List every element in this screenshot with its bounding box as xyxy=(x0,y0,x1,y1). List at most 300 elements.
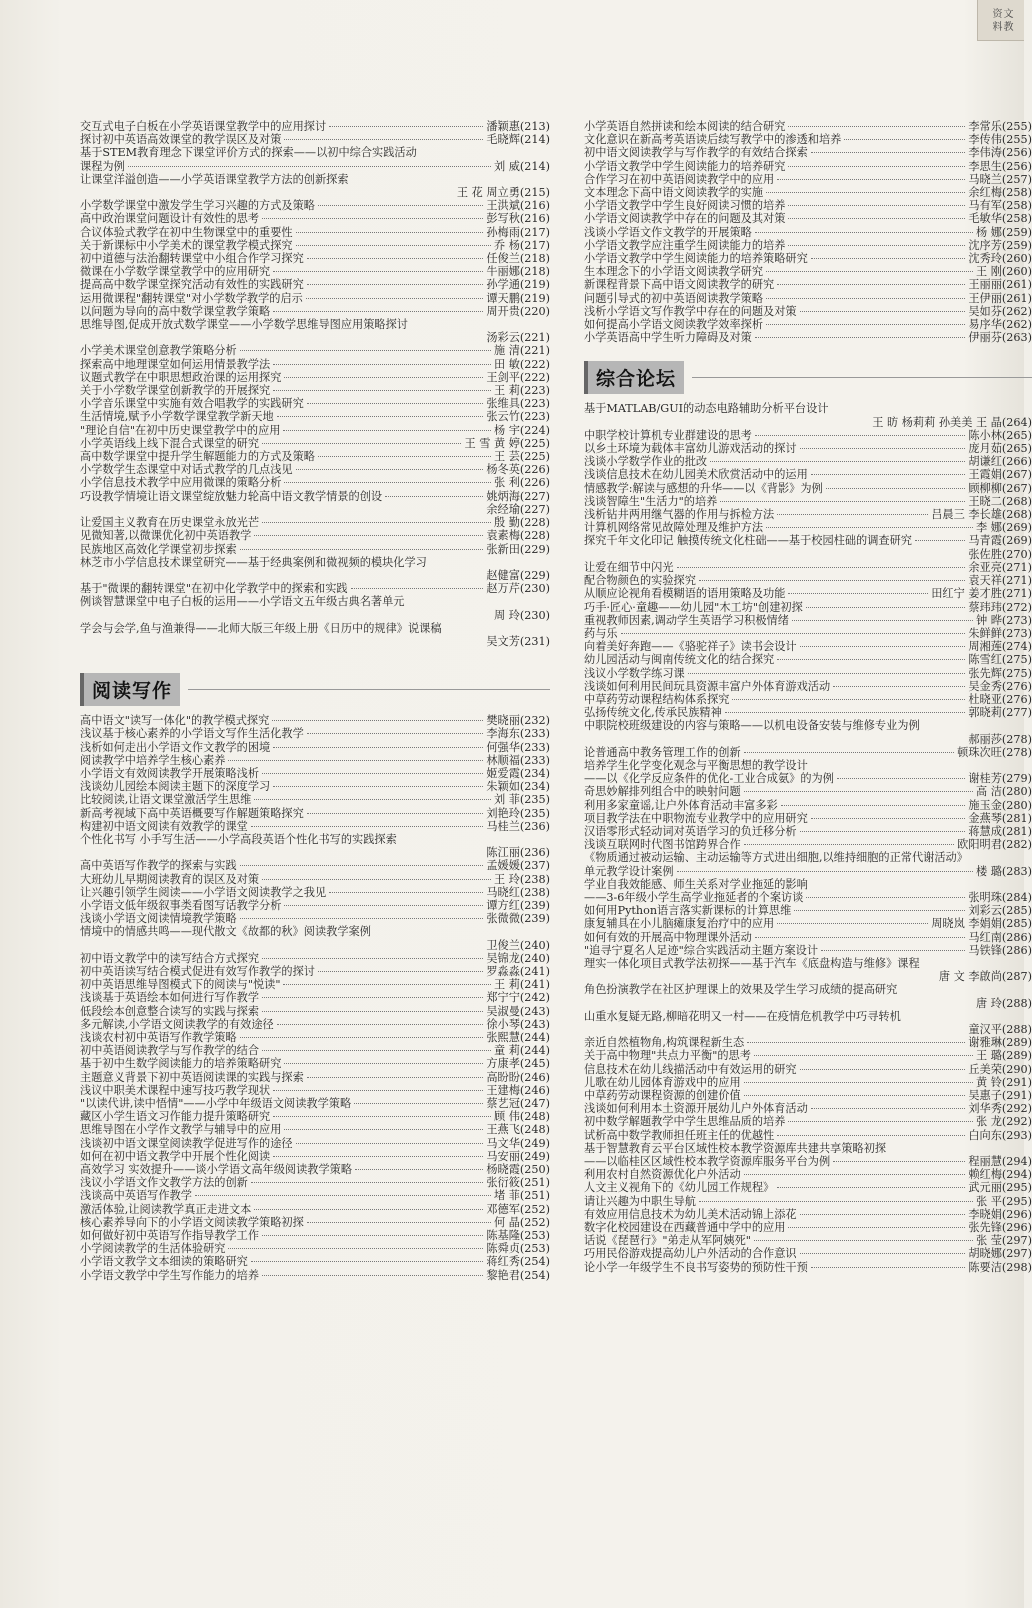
toc-entry[interactable] xyxy=(584,680,1032,693)
toc-entry[interactable] xyxy=(80,859,550,872)
toc-entry[interactable] xyxy=(584,1221,1032,1234)
toc-entry[interactable] xyxy=(80,146,550,159)
entry-title: 高效学习 实效提升——谈小学语文高年级阅读教学策略 xyxy=(80,1163,353,1177)
entry-author-page: 张 莹(297) xyxy=(975,1234,1032,1248)
toc-entry[interactable] xyxy=(80,543,550,556)
toc-entry[interactable] xyxy=(584,719,1032,732)
entry-author-page: 赖红梅(294) xyxy=(968,1168,1032,1182)
dot-leader xyxy=(766,323,965,325)
toc-entry[interactable] xyxy=(584,587,1032,600)
toc-entry[interactable] xyxy=(584,997,1032,1010)
toc-entry[interactable] xyxy=(584,1261,1032,1274)
entry-title: 学会与会学,鱼与渔兼得——北师大版三年级上册《日历中的规律》说课稿 xyxy=(80,621,442,635)
entry-author-page: 马安丽(249) xyxy=(486,1149,550,1163)
dot-leader xyxy=(777,1186,965,1188)
entry-title: 浅谈智障生"生活力"的培养 xyxy=(584,494,718,508)
toc-entry[interactable] xyxy=(584,173,1032,186)
toc-entry[interactable] xyxy=(80,1110,550,1123)
toc-entry[interactable] xyxy=(80,1018,550,1031)
toc-entry[interactable] xyxy=(584,521,1032,534)
toc-entry[interactable] xyxy=(584,917,1032,930)
section-title: 综合论坛 xyxy=(584,361,684,394)
entry-author-page: 楼 璐(283) xyxy=(975,864,1032,878)
entry-title: 林芝市小学信息技术课堂研究——基于经典案例和微视频的模块化学习 xyxy=(80,555,427,569)
entry-author-page: 张微微(239) xyxy=(486,912,550,926)
dot-leader xyxy=(273,785,483,787)
dot-leader xyxy=(273,1089,483,1091)
toc-entry[interactable] xyxy=(80,331,550,344)
dot-leader xyxy=(777,1134,965,1136)
toc-entry[interactable] xyxy=(80,1269,550,1282)
toc-entry[interactable] xyxy=(80,371,550,384)
toc-entry[interactable] xyxy=(80,569,550,582)
toc-entry[interactable] xyxy=(584,331,1032,344)
dot-leader xyxy=(329,125,483,127)
entry-title: 核心素养导向下的小学语文阅读教学策略初探 xyxy=(80,1215,304,1229)
toc-entry[interactable] xyxy=(584,1142,1032,1155)
entry-author-page: 陈要洁(298) xyxy=(968,1260,1032,1274)
entry-title: 浅谈互联网时代图书馆跨界合作 xyxy=(584,838,741,852)
dot-leader xyxy=(228,1247,483,1249)
entry-author-page: 陈基隆(253) xyxy=(486,1229,550,1243)
toc-entry[interactable] xyxy=(584,1168,1032,1181)
toc-entry[interactable] xyxy=(584,1115,1032,1128)
toc-entry[interactable] xyxy=(584,239,1032,252)
dot-leader xyxy=(794,909,965,911)
toc-entry[interactable] xyxy=(80,516,550,529)
entry-title: 议题式教学在中职思想政治课的运用探究 xyxy=(80,370,282,384)
entry-title: 基于MATLAB/GUI的动态电路辅助分析平台设计 xyxy=(584,402,829,416)
entry-title: 让课堂洋溢创造——小学英语课堂教学方法的创新探索 xyxy=(80,172,349,186)
entry-author-page: 高 洁(280) xyxy=(975,785,1032,799)
toc-entry[interactable] xyxy=(584,1195,1032,1208)
toc-entry[interactable] xyxy=(584,160,1032,173)
toc-entry[interactable] xyxy=(80,846,550,859)
toc-entry[interactable] xyxy=(80,212,550,225)
toc-entry[interactable] xyxy=(584,468,1032,481)
toc-entry[interactable] xyxy=(80,437,550,450)
entry-author-page: 吴淑曼(243) xyxy=(486,1004,550,1018)
toc-entry[interactable] xyxy=(80,186,550,199)
toc-entry[interactable] xyxy=(584,640,1032,653)
toc-entry[interactable] xyxy=(80,622,550,635)
entry-title: 交互式电子白板在小学英语课堂教学中的应用探讨 xyxy=(80,120,327,133)
dot-leader xyxy=(811,817,966,819)
toc-entry[interactable] xyxy=(584,772,1032,785)
entry-title: 主题意义背景下初中英语阅读课的实践与探索 xyxy=(80,1070,304,1084)
toc-entry[interactable] xyxy=(80,384,550,397)
toc-entry[interactable] xyxy=(80,490,550,503)
entry-author-page: 方康孝(245) xyxy=(486,1057,550,1071)
toc-entry[interactable] xyxy=(80,1057,550,1070)
dot-leader xyxy=(744,1094,966,1096)
toc-entry[interactable] xyxy=(584,667,1032,680)
toc-entry[interactable] xyxy=(584,812,1032,825)
dot-leader xyxy=(800,447,966,449)
entry-author-page: 吴文芳(231) xyxy=(486,634,550,648)
toc-entry[interactable] xyxy=(584,305,1032,318)
entry-author-page: 吴如芬(262) xyxy=(968,304,1032,318)
toc-entry[interactable] xyxy=(584,252,1032,265)
dot-leader xyxy=(262,996,483,998)
toc-entry[interactable] xyxy=(80,1031,550,1044)
toc-entry[interactable] xyxy=(584,1234,1032,1247)
entry-author-page: 吴金秀(276) xyxy=(968,679,1032,693)
entry-author-page: 余经瑜(227) xyxy=(486,502,550,516)
toc-entry[interactable] xyxy=(584,146,1032,159)
entry-author-page: 陈江丽(236) xyxy=(486,846,550,860)
toc-entry[interactable] xyxy=(80,344,550,357)
entry-author-page: 欧阳明君(282) xyxy=(957,838,1032,852)
toc-entry[interactable] xyxy=(584,970,1032,983)
toc-entry[interactable] xyxy=(584,838,1032,851)
toc-entry[interactable] xyxy=(584,1155,1032,1168)
dot-leader xyxy=(251,1181,484,1183)
entry-title: 情感教学:解读与感想的升华——以《背影》为例 xyxy=(584,481,823,495)
entry-title: 角色扮演教学在社区护理课上的效果及学生学习成绩的提高研究 xyxy=(584,983,898,997)
dot-leader xyxy=(744,1081,973,1083)
toc-entry[interactable] xyxy=(80,529,550,542)
toc-entry[interactable] xyxy=(80,820,550,833)
toc-entry[interactable] xyxy=(80,160,550,173)
entry-author-page: 樊晓丽(232) xyxy=(486,714,550,728)
toc-entry[interactable] xyxy=(584,495,1032,508)
toc-entry[interactable] xyxy=(80,1044,550,1057)
toc-left-column xyxy=(80,120,550,1282)
toc-entry[interactable] xyxy=(80,741,550,754)
toc-entry[interactable] xyxy=(584,785,1032,798)
dot-leader xyxy=(284,1062,483,1064)
toc-entry[interactable] xyxy=(584,574,1032,587)
toc-entry[interactable] xyxy=(584,957,1032,970)
entry-author-page: 顾 伟(248) xyxy=(493,1110,550,1124)
entry-author-page: 马有军(258) xyxy=(968,199,1032,213)
toc-entry[interactable] xyxy=(584,627,1032,640)
toc-entry[interactable] xyxy=(584,1208,1032,1221)
entry-author-page: 张先锋(296) xyxy=(968,1221,1032,1235)
toc-entry[interactable] xyxy=(80,1150,550,1163)
dot-leader xyxy=(228,759,483,761)
entry-title: 民族地区高效化学课堂初步探索 xyxy=(80,542,237,556)
entry-author-page: 唐 玲(288) xyxy=(975,996,1032,1010)
entry-author-page: 蔡艺冠(247) xyxy=(486,1097,550,1111)
entry-title: 小学信息技术教学中应用微课的策略分析 xyxy=(80,476,282,490)
entry-title: 论普通高中教务管理工作的创新 xyxy=(584,745,741,759)
toc-entry[interactable] xyxy=(80,1163,550,1176)
dot-leader xyxy=(307,283,484,285)
toc-entry[interactable] xyxy=(584,561,1032,574)
toc-entry[interactable] xyxy=(584,482,1032,495)
toc-entry[interactable] xyxy=(80,173,550,186)
entry-title: 如何用Python语言落实新课标的计算思维 xyxy=(584,904,792,918)
entry-author-page: 王建梅(246) xyxy=(486,1083,550,1097)
entry-author-page: 胡谦红(266) xyxy=(968,455,1032,469)
entry-author-page: 李伟涛(256) xyxy=(968,146,1032,160)
toc-entry[interactable] xyxy=(80,252,550,265)
dot-leader xyxy=(844,138,965,140)
dot-leader xyxy=(284,1128,483,1130)
entry-title: 浅议小学语文作文教学方法的创新 xyxy=(80,1176,248,1190)
toc-entry[interactable] xyxy=(584,1129,1032,1142)
toc-entry[interactable] xyxy=(584,693,1032,706)
toc-entry[interactable] xyxy=(584,1247,1032,1260)
entry-title: 以问题为导向的高中数学课堂教学策略 xyxy=(80,304,271,318)
toc-entry[interactable] xyxy=(80,1255,550,1268)
entry-author-page: 孙梅雨(217) xyxy=(486,225,550,239)
toc-entry[interactable] xyxy=(584,825,1032,838)
toc-entry[interactable] xyxy=(80,424,550,437)
dot-leader xyxy=(744,1173,966,1175)
entry-author-page: 吴锦龙(240) xyxy=(486,951,550,965)
toc-entry[interactable] xyxy=(80,410,550,423)
toc-entry[interactable] xyxy=(584,759,1032,772)
dot-leader xyxy=(254,534,483,536)
entry-title: 如何在初中语文教学中开展个性化阅读 xyxy=(80,1149,271,1163)
entry-author-page: 马桂兰(236) xyxy=(486,819,550,833)
toc-entry[interactable] xyxy=(584,614,1032,627)
dot-leader xyxy=(254,1208,483,1210)
toc-entry[interactable] xyxy=(584,865,1032,878)
toc-entry[interactable] xyxy=(584,548,1032,561)
toc-entry[interactable] xyxy=(584,1010,1032,1023)
entry-title: 合作学习在初中英语阅读教学中的应用 xyxy=(584,172,775,186)
entry-author-page: 沈序芳(259) xyxy=(968,238,1032,252)
toc-entry[interactable] xyxy=(584,1023,1032,1036)
toc-entry[interactable] xyxy=(80,318,550,331)
entry-title: 提高高中数学课堂探究活动有效性的实践研究 xyxy=(80,278,304,292)
toc-entry[interactable] xyxy=(80,833,550,846)
entry-author-page: 马红南(286) xyxy=(968,930,1032,944)
toc-entry[interactable] xyxy=(584,212,1032,225)
toc-entry[interactable] xyxy=(584,292,1032,305)
toc-entry[interactable] xyxy=(80,925,550,938)
toc-entry[interactable] xyxy=(584,534,1032,547)
entry-title: 试析高中数学教师担任班主任的优越性 xyxy=(584,1128,775,1142)
entry-author-page: 施玉金(280) xyxy=(968,798,1032,812)
entry-author-page: 杨冬英(226) xyxy=(486,463,550,477)
dot-leader xyxy=(240,864,484,866)
toc-entry[interactable] xyxy=(80,239,550,252)
toc-entry[interactable] xyxy=(584,1076,1032,1089)
toc-entry[interactable] xyxy=(80,292,550,305)
toc-entry[interactable] xyxy=(80,305,550,318)
entry-title: 初中英语读写结合模式促进有效写作教学的探讨 xyxy=(80,964,315,978)
toc-entry[interactable] xyxy=(584,931,1032,944)
dot-leader xyxy=(677,566,966,568)
toc-entry[interactable] xyxy=(80,899,550,912)
dot-leader xyxy=(792,619,973,621)
toc-entry[interactable] xyxy=(584,601,1032,614)
entry-title: 关于小学数学课堂创新教学的开展探究 xyxy=(80,384,271,398)
dot-leader xyxy=(788,1226,965,1228)
entry-author-page: 任俊兰(218) xyxy=(486,252,550,266)
toc-entry[interactable] xyxy=(584,199,1032,212)
toc-entry[interactable] xyxy=(80,635,550,648)
entry-author-page: 丘美荣(290) xyxy=(968,1062,1032,1076)
toc-entry[interactable] xyxy=(584,746,1032,759)
toc-entry[interactable] xyxy=(80,1137,550,1150)
toc-entry[interactable] xyxy=(80,793,550,806)
toc-entry[interactable] xyxy=(80,463,550,476)
dot-leader xyxy=(277,1023,484,1025)
entry-author-page: 李海东(233) xyxy=(486,727,550,741)
toc-entry[interactable] xyxy=(584,904,1032,917)
entry-author-page: 王霞娟(267) xyxy=(968,468,1032,482)
entry-author-page: 邓德军(252) xyxy=(486,1202,550,1216)
entry-title: 重视教师因素,调动学生英语学习积极情绪 xyxy=(584,613,789,627)
entry-author-page: 张先辉(275) xyxy=(968,666,1032,680)
dot-leader xyxy=(800,1213,966,1215)
entry-title: 学业自我效能感、师生关系对学业拖延的影响 xyxy=(584,877,808,891)
toc-entry[interactable] xyxy=(80,952,550,965)
entry-author-page: 马青霞(269) xyxy=(968,534,1032,548)
toc-entry[interactable] xyxy=(80,754,550,767)
toc-entry[interactable] xyxy=(584,706,1032,719)
entry-title: 小学语文教学中学生写作能力的培养 xyxy=(80,1268,260,1282)
toc-entry[interactable] xyxy=(584,1102,1032,1115)
toc-entry[interactable] xyxy=(584,133,1032,146)
toc-entry[interactable] xyxy=(80,358,550,371)
entry-title: 高中英语写作教学的探索与实践 xyxy=(80,859,237,873)
dot-leader xyxy=(262,1010,483,1012)
toc-entry[interactable] xyxy=(80,476,550,489)
entry-author-page: 张云竹(223) xyxy=(486,410,550,424)
toc-entry[interactable] xyxy=(80,807,550,820)
toc-entry[interactable] xyxy=(80,1189,550,1202)
toc-entry[interactable] xyxy=(80,556,550,569)
entry-title: 初中语文阅读教学与写作教学的有效结合探索 xyxy=(584,146,808,160)
toc-entry[interactable] xyxy=(80,767,550,780)
entry-author-page: 余亚亮(271) xyxy=(968,560,1032,574)
toc-entry[interactable] xyxy=(80,226,550,239)
toc-entry[interactable] xyxy=(80,965,550,978)
entry-title: 生活情境,赋予小学数学课堂教学新天地 xyxy=(80,410,274,424)
entry-title: 多元解读,小学语文阅读教学的有效途径 xyxy=(80,1017,274,1031)
toc-entry[interactable] xyxy=(80,939,550,952)
toc-entry[interactable] xyxy=(80,1071,550,1084)
toc-entry[interactable] xyxy=(584,891,1032,904)
toc-entry[interactable] xyxy=(80,609,550,622)
toc-entry[interactable] xyxy=(80,595,550,608)
toc-entry[interactable] xyxy=(80,1084,550,1097)
toc-entry[interactable] xyxy=(584,455,1032,468)
dot-leader xyxy=(272,719,483,721)
toc-entry[interactable] xyxy=(80,278,550,291)
toc-entry[interactable] xyxy=(80,1203,550,1216)
dot-leader xyxy=(800,645,966,647)
dot-leader xyxy=(318,204,483,206)
toc-entry[interactable] xyxy=(584,653,1032,666)
dot-leader xyxy=(307,257,484,259)
toc-entry[interactable] xyxy=(80,582,550,595)
toc-entry[interactable] xyxy=(80,265,550,278)
dot-leader xyxy=(240,349,491,351)
toc-entry[interactable] xyxy=(584,1063,1032,1076)
dot-leader xyxy=(811,151,966,153)
toc-entry[interactable] xyxy=(584,1049,1032,1062)
toc-entry[interactable] xyxy=(584,878,1032,891)
toc-entry[interactable] xyxy=(584,318,1032,331)
toc-entry[interactable] xyxy=(80,120,550,133)
entry-author-page: 蒋红秀(254) xyxy=(486,1255,550,1269)
toc-entry[interactable] xyxy=(80,199,550,212)
toc-entry[interactable] xyxy=(584,1181,1032,1194)
entry-author-page: 李思生(256) xyxy=(968,159,1032,173)
toc-entry[interactable] xyxy=(584,265,1032,278)
entry-title: 低段绘本创意整合读写的实践与探索 xyxy=(80,1004,260,1018)
entry-title: 小学美术课堂创意教学策略分析 xyxy=(80,344,237,358)
toc-entry[interactable] xyxy=(584,226,1032,239)
entry-title: 探索高中地理课堂如何运用情景教学法 xyxy=(80,357,271,371)
toc-entry[interactable] xyxy=(80,912,550,925)
toc-entry[interactable] xyxy=(584,402,1032,415)
toc-entry[interactable] xyxy=(584,733,1032,746)
toc-entry[interactable] xyxy=(80,873,550,886)
dot-leader xyxy=(755,434,966,436)
toc-entry[interactable] xyxy=(584,944,1032,957)
entry-title: 探讨初中英语高效课堂的教学误区及对策 xyxy=(80,133,282,147)
entry-author-page: 张明珠(284) xyxy=(968,890,1032,904)
dot-leader xyxy=(732,698,965,700)
toc-entry[interactable] xyxy=(80,1176,550,1189)
toc-entry[interactable] xyxy=(584,416,1032,429)
entry-author-page: 王 玲(238) xyxy=(493,872,550,886)
section-heading xyxy=(80,674,550,704)
dot-leader xyxy=(833,685,965,687)
toc-entry[interactable] xyxy=(80,886,550,899)
entry-author-page: 杨 宇(224) xyxy=(493,423,550,437)
toc-entry[interactable] xyxy=(80,397,550,410)
toc-entry[interactable] xyxy=(80,1216,550,1229)
toc-entry[interactable] xyxy=(80,780,550,793)
toc-entry[interactable] xyxy=(584,186,1032,199)
toc-entry[interactable] xyxy=(584,120,1032,133)
section-title: 阅读写作 xyxy=(80,673,180,706)
toc-entry[interactable] xyxy=(80,1229,550,1242)
entry-author-page: 杨晓霞(250) xyxy=(486,1163,550,1177)
entry-author-page: 姬爱霞(234) xyxy=(486,766,550,780)
toc-entry[interactable] xyxy=(80,1242,550,1255)
toc-entry[interactable] xyxy=(584,1036,1032,1049)
toc-entry[interactable] xyxy=(80,133,550,146)
toc-entry[interactable] xyxy=(80,1123,550,1136)
toc-entry[interactable] xyxy=(584,1089,1032,1102)
toc-entry[interactable] xyxy=(584,442,1032,455)
toc-entry[interactable] xyxy=(584,508,1032,521)
toc-entry[interactable] xyxy=(80,450,550,463)
toc-entry[interactable] xyxy=(80,991,550,1004)
entry-title: 有效应用信息技术为幼儿美术活动锦上添花 xyxy=(584,1207,797,1221)
toc-entry[interactable] xyxy=(80,727,550,740)
dot-leader xyxy=(837,777,965,779)
toc-entry[interactable] xyxy=(584,799,1032,812)
entry-author-page: 杨 娜(259) xyxy=(975,225,1032,239)
toc-entry[interactable] xyxy=(80,978,550,991)
toc-entry[interactable] xyxy=(80,503,550,516)
entry-title: 浅议小学数学练习课 xyxy=(584,666,685,680)
entry-author-page: 田 敏(222) xyxy=(493,357,550,371)
toc-entry[interactable] xyxy=(584,851,1032,864)
toc-entry[interactable] xyxy=(80,714,550,727)
dot-leader xyxy=(296,468,484,470)
toc-entry[interactable] xyxy=(80,1097,550,1110)
toc-entry[interactable] xyxy=(584,278,1032,291)
toc-entry[interactable] xyxy=(584,429,1032,442)
entry-title: 配合物颜色的实验探究 xyxy=(584,574,696,588)
toc-entry[interactable] xyxy=(584,983,1032,996)
toc-entry[interactable] xyxy=(80,1005,550,1018)
entry-title: 浅谈初中语文课堂阅读教学促进写作的途径 xyxy=(80,1136,293,1150)
